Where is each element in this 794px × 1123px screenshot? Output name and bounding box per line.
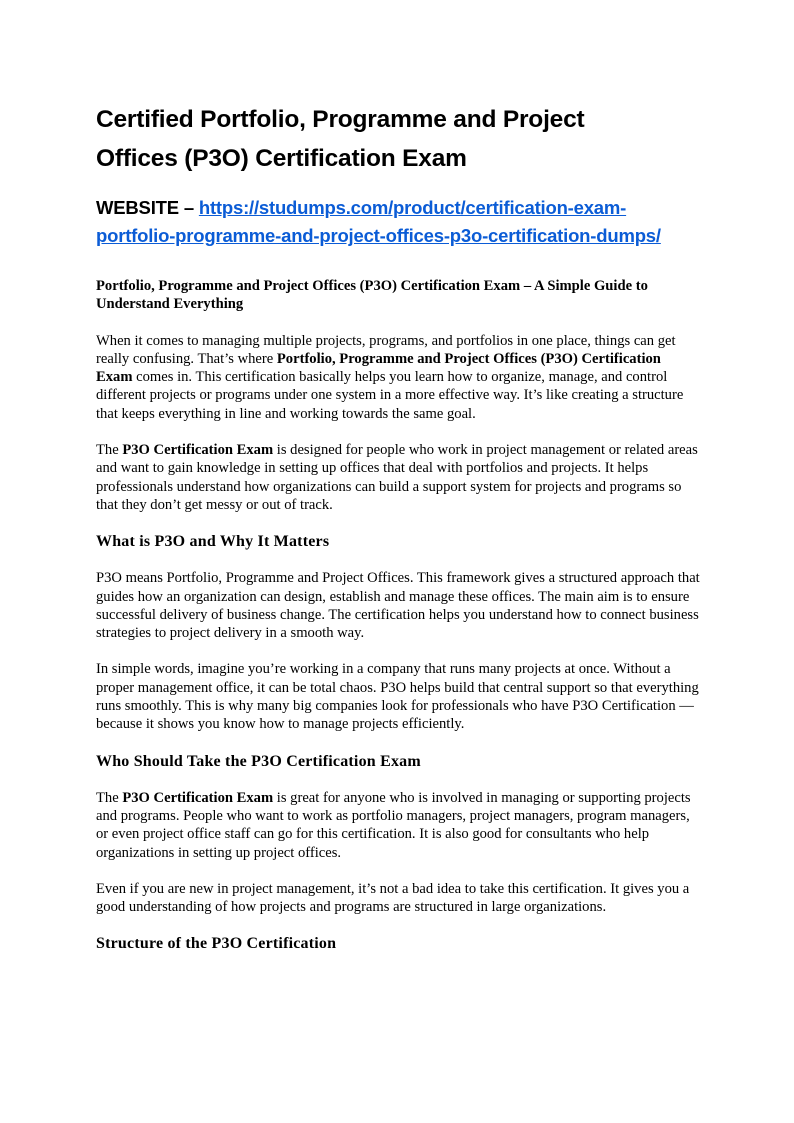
intro-paragraph-2 xyxy=(96,441,700,514)
section-heading-what-is-p3o: What is P3O and Why It Matters xyxy=(96,533,330,551)
section1-paragraph-2: In simple words, imagine you’re working in a company that runs many projects at once. Without a proper management office, it can be total chaos. P3O helps build that central support so that everything runs smoothly. This is why many big companies look for professionals who have P3O Certification — because it shows you know how to manage projects efficiently. xyxy=(96,661,699,733)
section2-p1-text-b: is great for anyone who is involved in managing or supporting projects and programs. People who want to work as portfolio managers, project managers, program managers, or even project office staff can go for this certification. It is also good for consultants who help organizations in setting up project offices. xyxy=(96,789,691,861)
section1-paragraph-1: P3O means Portfolio, Programme and Project Offices. This framework gives a structured approach that guides how an organization can design, establish and manage these offices. The main aim is to ensure successful delivery of business change. The certification helps you understand how to connect business strategies to project delivery in a smooth way. xyxy=(96,570,700,642)
document-title xyxy=(96,100,700,178)
intro-p2-bold: P3O Certification Exam xyxy=(122,442,274,459)
intro-p1-text-b: comes in. This certification basically helps you learn how to organize, manage, and control different projects or programs under one system in a more effective way. It’s like creating a structure that keeps everything in line and working towards the same goal. xyxy=(96,369,684,422)
website-link[interactable]: https://studumps.com/product/certification-exam-portfolio-programme-and-project-offices-p3o-certification-dumps/ xyxy=(96,197,661,246)
intro-p2-text-a: The xyxy=(96,442,123,459)
document-title-line-2: Offices (P3O) Certification Exam xyxy=(96,145,467,172)
section2-p1-bold: P3O Certification Exam xyxy=(122,789,274,806)
document-page xyxy=(96,100,700,954)
section2-paragraph-2: Even if you are new in project management, it’s not a bad idea to take this certification. It gives you a good understanding of how projects and programs are structured in large organizations. xyxy=(96,880,690,916)
intro-p2-text-b: is designed for people who work in project management or related areas and want to gain knowledge in setting up offices that deal with portfolios and projects. It helps professionals understand how organizations can build a support system for projects and programs so that they don’t get messy or out of track. xyxy=(96,442,698,513)
website-line xyxy=(96,194,700,250)
section-heading-structure: Structure of the P3O Certification xyxy=(96,935,337,953)
intro-paragraph-1 xyxy=(96,332,700,423)
document-subtitle: Portfolio, Programme and Project Offices (P3O) Certification Exam – A Simple Guide to Understand Everything xyxy=(96,278,648,313)
intro-p1-text-a: When it comes to managing multiple projects, programs, and portfolios in one place, things can get really confusing. That’s where xyxy=(96,332,676,367)
section2-p1-text-a: The xyxy=(96,789,123,806)
intro-p1-bold: Portfolio, Programme and Project Offices (P3O) Certification Exam xyxy=(96,350,661,386)
document-title-line-1: Certified Portfolio, Programme and Project xyxy=(96,106,585,133)
section2-paragraph-1 xyxy=(96,789,700,862)
website-label: WEBSITE – xyxy=(96,197,199,218)
section-heading-who-should-take: Who Should Take the P3O Certification Exam xyxy=(96,752,421,770)
